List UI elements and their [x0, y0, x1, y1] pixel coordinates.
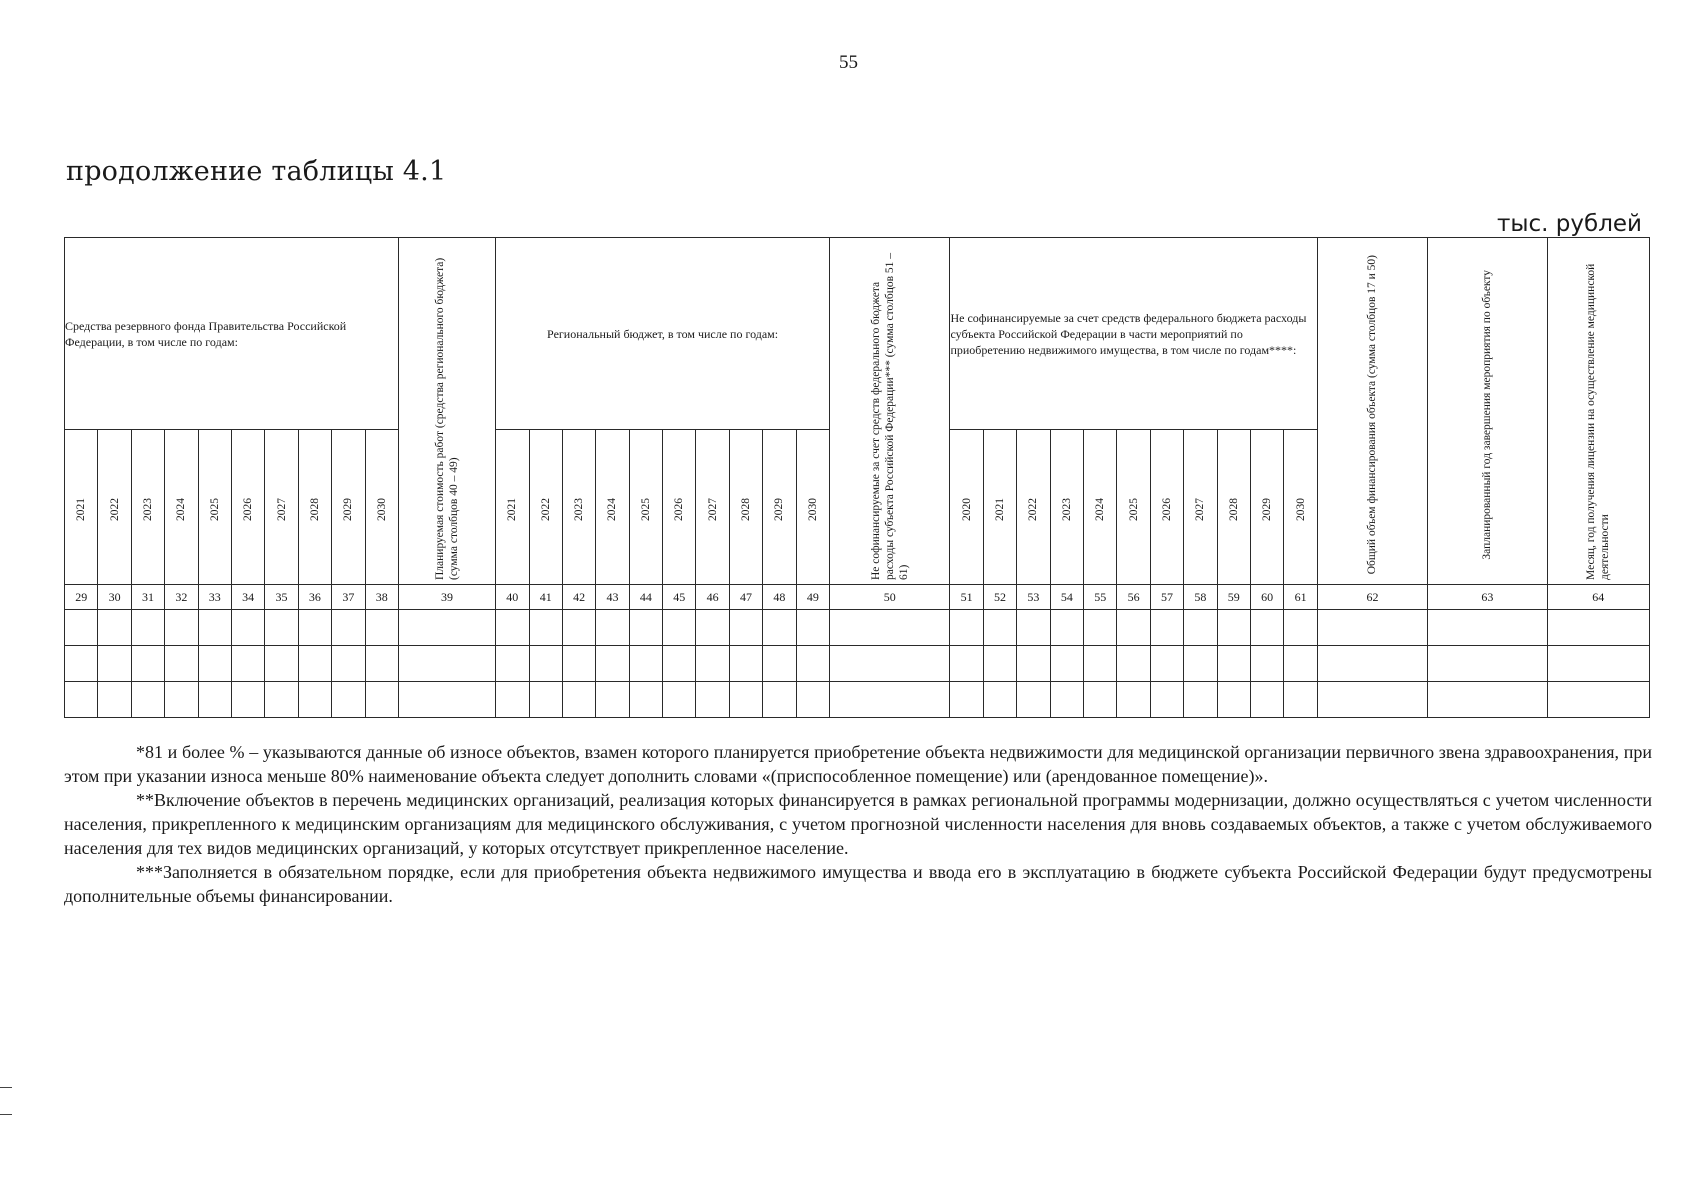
- header-row-groups: [65, 238, 1650, 430]
- column-number: 40: [496, 585, 529, 610]
- column-number: 38: [365, 585, 398, 610]
- continuation-table: [64, 237, 1650, 718]
- column-number: 56: [1117, 585, 1150, 610]
- year-cell: 2023: [131, 430, 164, 585]
- column-number: 48: [763, 585, 796, 610]
- column-number: 49: [796, 585, 829, 610]
- header-col-64: Месяц, год получения лицензии на осуществление медицинской деятельности: [1547, 238, 1649, 585]
- year-cell: 2027: [696, 430, 729, 585]
- year-cell: 2026: [663, 430, 696, 585]
- table-row: [65, 646, 1650, 682]
- footnote-3: ***Заполняется в обязательном порядке, если для приобретения объекта недвижимого имущества и ввода его в эксплуатацию в бюджете субъекта Российской Федерации будут предусмотрены дополнительные объемы финансировании.: [64, 862, 1652, 906]
- year-cell: 2026: [231, 430, 264, 585]
- column-number: 50: [830, 585, 950, 610]
- column-number: 37: [332, 585, 365, 610]
- year-cell: 2027: [1184, 430, 1217, 585]
- column-number: 29: [65, 585, 98, 610]
- column-number: 30: [98, 585, 131, 610]
- column-number: 47: [729, 585, 762, 610]
- year-cell: 2021: [65, 430, 98, 585]
- column-number: 52: [983, 585, 1016, 610]
- column-number: 35: [265, 585, 298, 610]
- column-number: 34: [231, 585, 264, 610]
- column-number: 51: [950, 585, 983, 610]
- column-number: 44: [629, 585, 662, 610]
- year-cell: 2022: [1017, 430, 1050, 585]
- column-number: 61: [1284, 585, 1317, 610]
- column-number: 46: [696, 585, 729, 610]
- units-label: тыс. рублей: [1496, 211, 1642, 237]
- column-number-row: [65, 585, 1650, 610]
- header-col-39: Планируемая стоимость работ (средства регионального бюджета) (сумма столбцов 40 – 49): [398, 238, 495, 585]
- column-number: 57: [1150, 585, 1183, 610]
- year-cell: 2024: [596, 430, 629, 585]
- footnote-1: *81 и более % – указываются данные об износе объектов, взамен которого планируется приобретение объекта недвижимости для медицинской организации первичного звена здравоохранения, при этом при указании износа меньше 80% наименование объекта следует дополнить словами «(приспособленное помещение) или (арендованное помещение)».: [64, 742, 1652, 786]
- column-number: 42: [562, 585, 595, 610]
- column-number: 53: [1017, 585, 1050, 610]
- table-caption: продолжение таблицы 4.1: [66, 156, 447, 187]
- year-cell: 2025: [1117, 430, 1150, 585]
- header-col-62: Общий объем финансирования объекта (сумма столбцов 17 и 50): [1317, 238, 1427, 585]
- header-col-50: Не софинансируемые за счет средств федерального бюджета расходы субъекта Российской Федерации*** (сумма столбцов 51 – 61): [830, 238, 950, 585]
- column-number: 58: [1184, 585, 1217, 610]
- year-cell: 2029: [332, 430, 365, 585]
- year-cell: 2026: [1150, 430, 1183, 585]
- year-cell: 2022: [98, 430, 131, 585]
- year-cell: 2023: [562, 430, 595, 585]
- column-number: 54: [1050, 585, 1083, 610]
- column-number: 63: [1428, 585, 1547, 610]
- year-cell: 2030: [365, 430, 398, 585]
- year-cell: 2021: [983, 430, 1016, 585]
- year-cell: 2027: [265, 430, 298, 585]
- year-cell: 2028: [729, 430, 762, 585]
- column-number: 33: [198, 585, 231, 610]
- page-number: 55: [839, 52, 858, 73]
- year-cell: 2021: [496, 430, 529, 585]
- column-number: 39: [398, 585, 495, 610]
- year-cell: 2020: [950, 430, 983, 585]
- column-number: 36: [298, 585, 331, 610]
- header-nonfed-expenses: Не софинансируемые за счет средств федерального бюджета расходы субъекта Российской Федерации в части мероприятий по приобретению недвижимого имущества, в том числе по годам****:: [950, 238, 1317, 430]
- header-regional-budget: Региональный бюджет, в том числе по годам:: [496, 238, 830, 430]
- column-number: 43: [596, 585, 629, 610]
- column-number: 60: [1250, 585, 1283, 610]
- column-number: 62: [1317, 585, 1427, 610]
- year-cell: 2030: [796, 430, 829, 585]
- footnotes: [64, 740, 1652, 908]
- column-number: 55: [1084, 585, 1117, 610]
- column-number: 31: [131, 585, 164, 610]
- year-cell: 2022: [529, 430, 562, 585]
- table-row: [65, 610, 1650, 646]
- table-row: [65, 682, 1650, 718]
- year-cell: 2029: [1250, 430, 1283, 585]
- year-cell: 2030: [1284, 430, 1317, 585]
- column-number: 32: [165, 585, 198, 610]
- footnote-2: **Включение объектов в перечень медицинских организаций, реализация которых финансируется в рамках региональной программы модернизации, должно осуществляться с учетом численности населения, прикрепленного к медицинским организациям для медицинского обслуживания, с учетом прогнозной численности населения для вновь создаваемых объектов, а также с учетом обслуживаемого населения для тех видов медицинских организаций, у которых отсутствует прикрепленное население.: [64, 790, 1652, 858]
- margin-mark: [0, 1114, 12, 1115]
- column-number: 45: [663, 585, 696, 610]
- year-cell: 2025: [629, 430, 662, 585]
- column-number: 41: [529, 585, 562, 610]
- column-number: 59: [1217, 585, 1250, 610]
- column-number: 64: [1547, 585, 1649, 610]
- header-reserve-fund: Средства резервного фонда Правительства Российской Федерации, в том числе по годам:: [65, 238, 399, 430]
- year-cell: 2028: [1217, 430, 1250, 585]
- year-cell: 2024: [1084, 430, 1117, 585]
- year-cell: 2029: [763, 430, 796, 585]
- year-cell: 2025: [198, 430, 231, 585]
- header-col-63: Запланированный год завершения мероприятия по объекту: [1428, 238, 1547, 585]
- year-cell: 2024: [165, 430, 198, 585]
- margin-mark: [0, 1087, 12, 1088]
- year-cell: 2023: [1050, 430, 1083, 585]
- year-cell: 2028: [298, 430, 331, 585]
